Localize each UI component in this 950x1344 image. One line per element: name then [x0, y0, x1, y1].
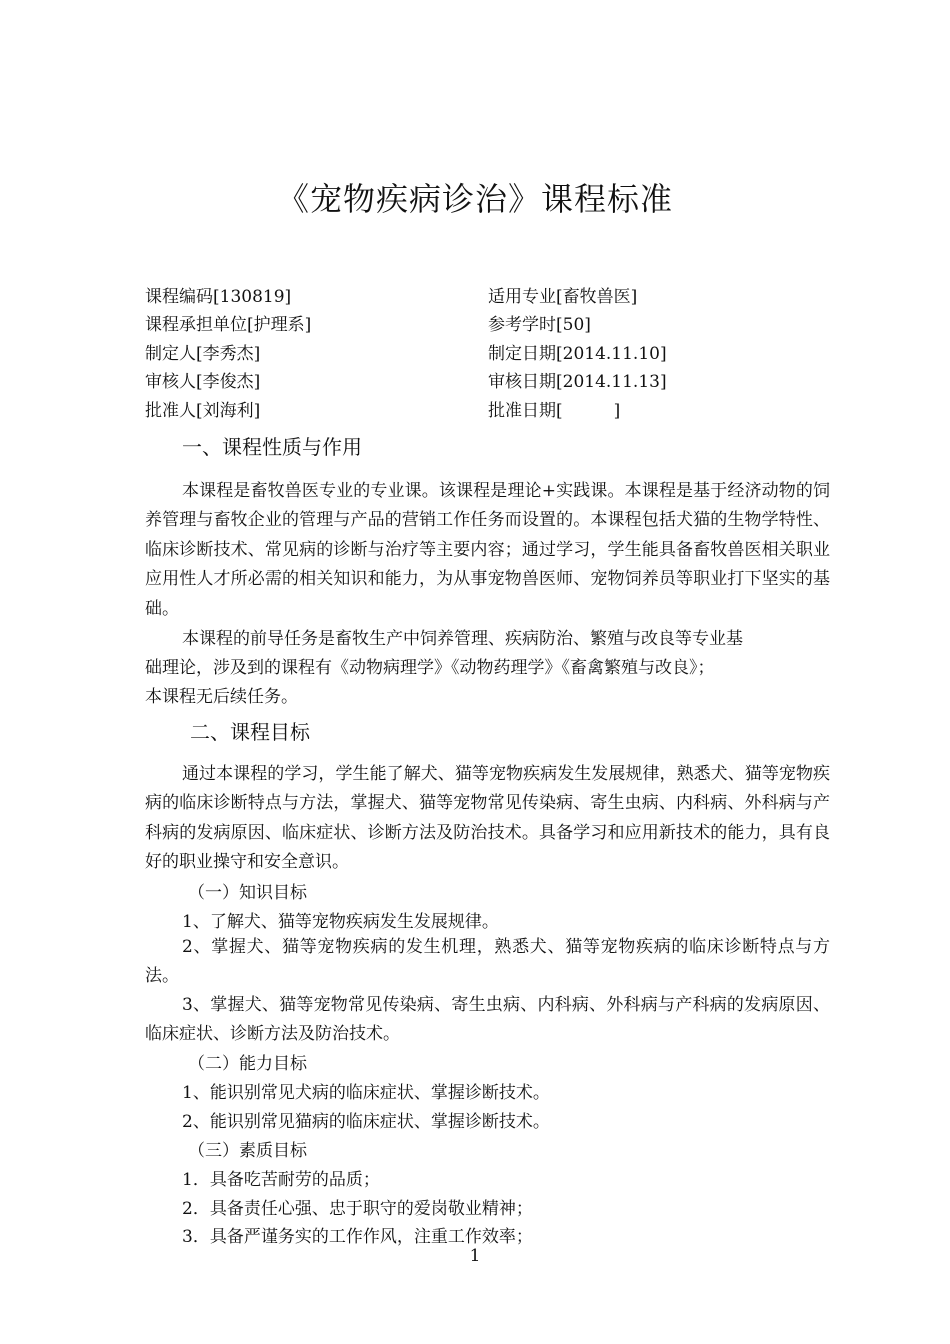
list-item: 3．具备严谨务实的工作作风，注重工作效率； [182, 1227, 533, 1247]
list-item: 2、掌握犬、猫等宠物疾病的发生机理，熟悉犬、猫等宠物疾病的临床诊断特点与方法。 [145, 937, 830, 987]
list-item: 2．具备责任心强、忠于职守的爱岗敬业精神； [182, 1199, 533, 1219]
reviewer: 审核人[李俊杰] [145, 372, 261, 392]
course-code: 课程编码[130819] [145, 287, 292, 307]
meta-row [145, 367, 845, 395]
paragraph-line: 本课程的前导任务是畜牧生产中饲养管理、疾病防治、繁殖与改良等专业基 [182, 629, 743, 649]
reference-hours: 参考学时[50] [488, 315, 591, 335]
paragraph-line: 础理论，涉及到的课程有《动物病理学》《动物药理学》《畜禽繁殖与改良》； [145, 658, 715, 678]
approver: 批准人[刘海利] [145, 401, 261, 421]
list-item: 2、能识别常见猫病的临床症状、掌握诊断技术。 [182, 1112, 550, 1132]
subsection-heading: （三）素质目标 [188, 1141, 307, 1161]
meta-row [145, 310, 845, 338]
section-heading: 二、课程目标 [190, 720, 310, 744]
paragraph: 本课程是畜牧兽医专业的专业课。该课程是理论+实践课。本课程是基于经济动物的饲养管理与畜牧企业的管理与产品的营销工作任务而设置的。本课程包括犬猫的生物学特性、临床诊断技术、常见病的诊断与治疗等主要内容；通过学习，学生能具备畜牧兽医相关职业应用性人才所必需的相关知识和能力，为从事宠物兽医师、宠物饲养员等职业打下坚实的基础。 [145, 481, 830, 619]
list-item: 3、掌握犬、猫等宠物常见传染病、寄生虫病、内科病、外科病与产科病的发病原因、临床症状、诊断方法及防治技术。 [145, 995, 830, 1045]
meta-row [145, 282, 845, 310]
author-date: 制定日期[2014.11.10] [488, 344, 667, 364]
page-number: 1 [469, 1246, 481, 1266]
paragraph: 通过本课程的学习，学生能了解犬、猫等宠物疾病发生发展规律，熟悉犬、猫等宠物疾病的临床诊断特点与方法，掌握犬、猫等宠物常见传染病、寄生虫病、内科病、外科病与产科病的发病原因、临床症状、诊断方法及防治技术。具备学习和应用新技术的能力，具有良好的职业操守和安全意识。 [145, 764, 830, 873]
approval-date: 批准日期[ ] [488, 401, 621, 421]
applicable-major: 适用专业[畜牧兽医] [488, 287, 638, 307]
section-heading: 一、课程性质与作用 [182, 435, 362, 459]
document-title: 《宠物疾病诊治》课程标准 [276, 180, 673, 218]
paragraph-line: 本课程无后续任务。 [145, 687, 298, 707]
subsection-heading: （一）知识目标 [188, 883, 307, 903]
meta-row [145, 339, 845, 367]
author: 制定人[李秀杰] [145, 344, 261, 364]
meta-row [145, 396, 845, 424]
list-item: 1、了解犬、猫等宠物疾病发生发展规律。 [182, 912, 499, 932]
review-date: 审核日期[2014.11.13] [488, 372, 667, 392]
subsection-heading: （二）能力目标 [188, 1054, 307, 1074]
list-item: 1．具备吃苦耐劳的品质； [182, 1170, 380, 1190]
responsible-unit: 课程承担单位[护理系] [145, 315, 312, 335]
list-item: 1、能识别常见犬病的临床症状、掌握诊断技术。 [182, 1083, 550, 1103]
